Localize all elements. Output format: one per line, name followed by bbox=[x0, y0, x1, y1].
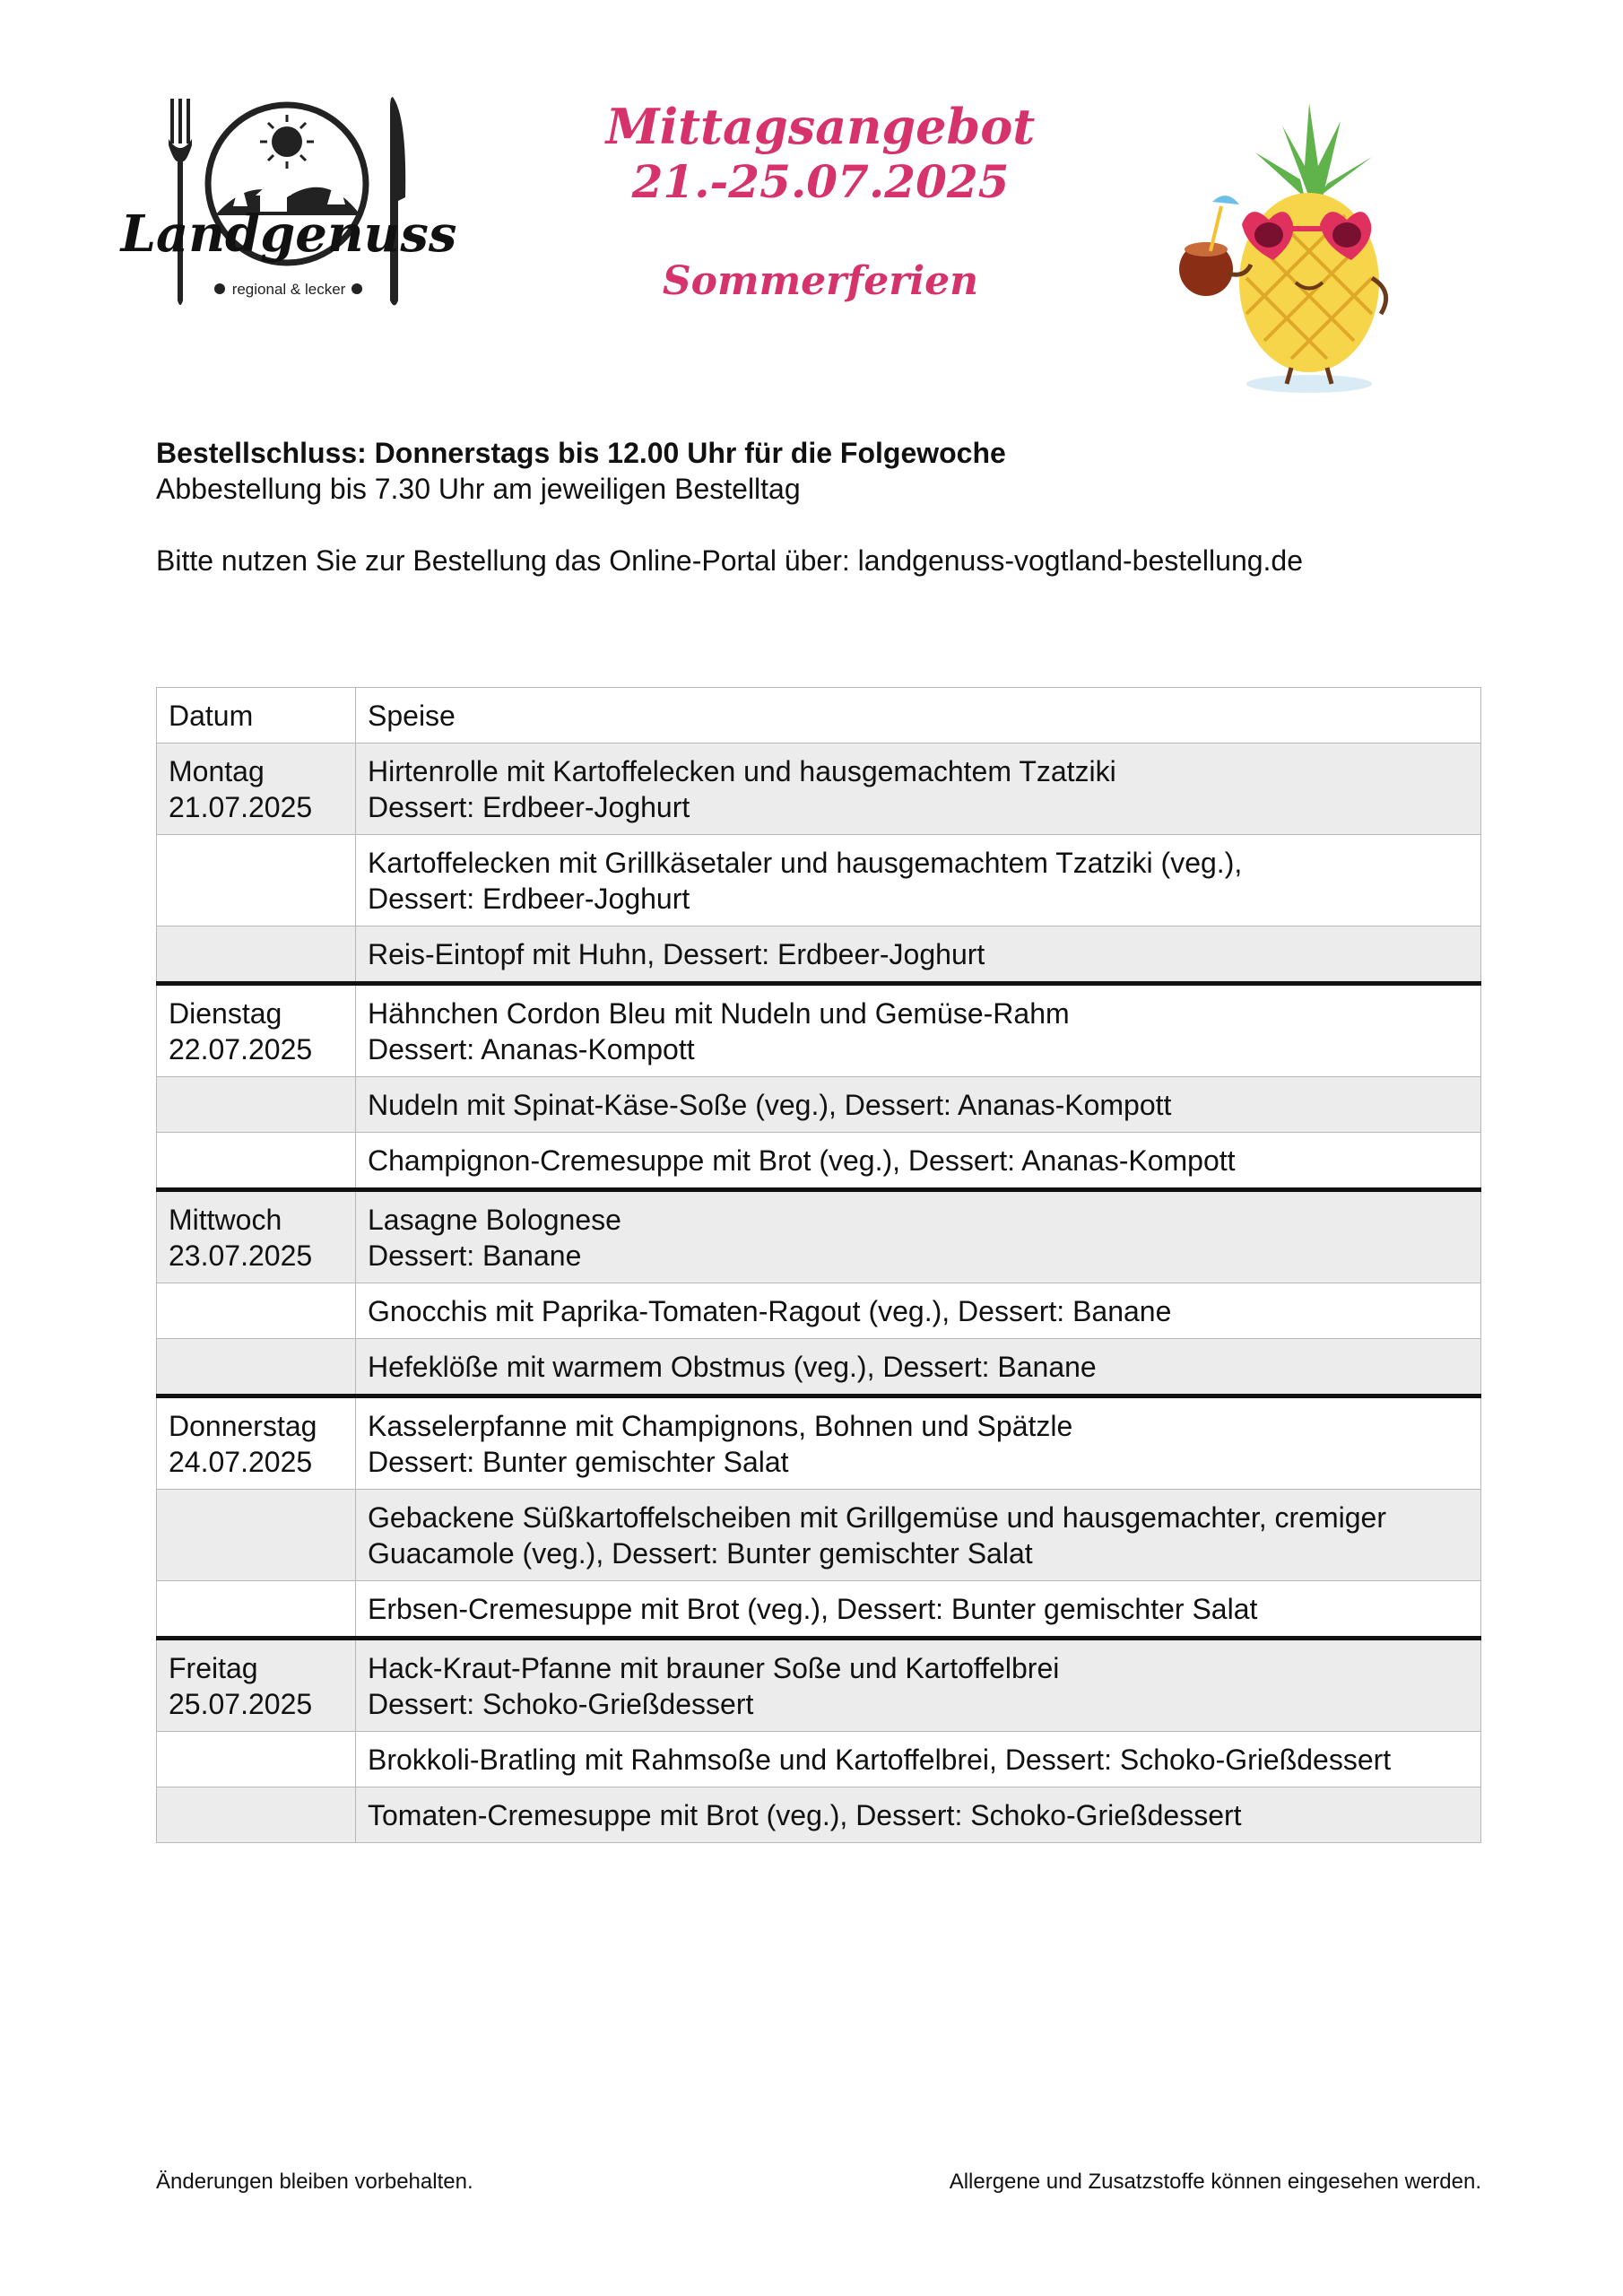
meal-text: Kartoffelecken mit Grillkäsetaler und hausgemachtem Tzatziki (veg.), bbox=[368, 847, 1243, 879]
weekday: Dienstag bbox=[169, 997, 282, 1030]
table-row bbox=[157, 1077, 1481, 1133]
meal-text-line2: Dessert: Bunter gemischter Salat bbox=[368, 1446, 789, 1478]
landgenuss-logo bbox=[120, 90, 457, 323]
meal-text-line2: Dessert: Erdbeer-Joghurt bbox=[368, 883, 690, 915]
date-cell bbox=[157, 1190, 356, 1283]
menu-table bbox=[156, 687, 1481, 1843]
date-cell bbox=[157, 1133, 356, 1190]
table-row bbox=[157, 1732, 1481, 1787]
meal-text: Gnocchis mit Paprika-Tomaten-Ragout (veg.), Dessert: Banane bbox=[368, 1295, 1172, 1327]
table-row bbox=[157, 1396, 1481, 1490]
pineapple-mascot-icon bbox=[1157, 99, 1426, 399]
meal-cell bbox=[356, 926, 1481, 984]
cancellation-note: Abbestellung bis 7.30 Uhr am jeweiligen Bestelltag bbox=[156, 473, 801, 505]
fork-icon bbox=[169, 99, 192, 305]
meal-text: Brokkoli-Bratling mit Rahmsoße und Kartoffelbrei, Dessert: Schoko-Grießdessert bbox=[368, 1744, 1392, 1776]
date: 22.07.2025 bbox=[169, 1033, 313, 1065]
meal-text: Hirtenrolle mit Kartoffelecken und hausgemachtem Tzatziki bbox=[368, 755, 1116, 787]
meal-text-line2: Dessert: Banane bbox=[368, 1239, 582, 1272]
date-cell bbox=[157, 1787, 356, 1843]
meal-text: Gebackene Süßkartoffelscheiben mit Grillgemüse und hausgemachter, cremiger bbox=[368, 1501, 1386, 1534]
date-cell bbox=[157, 1283, 356, 1339]
date-cell bbox=[157, 926, 356, 984]
meal-cell bbox=[356, 1732, 1481, 1787]
date-cell bbox=[157, 1581, 356, 1639]
table-header-row bbox=[157, 688, 1481, 744]
weekday: Mittwoch bbox=[169, 1204, 282, 1236]
meal-cell bbox=[356, 1490, 1481, 1581]
meal-text: Hefeklöße mit warmem Obstmus (veg.), Dessert: Banane bbox=[368, 1351, 1097, 1383]
date-cell bbox=[157, 1490, 356, 1581]
title-block bbox=[574, 99, 1067, 307]
meal-text-line2: Guacamole (veg.), Dessert: Bunter gemischter Salat bbox=[368, 1537, 1033, 1570]
date-cell bbox=[157, 1077, 356, 1133]
meal-text-line2: Dessert: Erdbeer-Joghurt bbox=[368, 791, 690, 823]
meal-text: Nudeln mit Spinat-Käse-Soße (veg.), Dessert: Ananas-Kompott bbox=[368, 1089, 1172, 1121]
date: 23.07.2025 bbox=[169, 1239, 313, 1272]
meal-text: Tomaten-Cremesuppe mit Brot (veg.), Dessert: Schoko-Grießdessert bbox=[368, 1799, 1242, 1831]
meal-cell bbox=[356, 1339, 1481, 1396]
table-row bbox=[157, 1490, 1481, 1581]
table-row bbox=[157, 1190, 1481, 1283]
page-title: Mittagsangebot bbox=[605, 98, 1036, 155]
header-speise: Speise bbox=[356, 688, 1481, 744]
meal-cell bbox=[356, 1283, 1481, 1339]
meal-cell bbox=[356, 1190, 1481, 1283]
meal-text: Champignon-Cremesuppe mit Brot (veg.), Dessert: Ananas-Kompott bbox=[368, 1144, 1236, 1177]
table-row bbox=[157, 984, 1481, 1077]
table-row bbox=[157, 1787, 1481, 1843]
date-cell bbox=[157, 1339, 356, 1396]
meal-cell bbox=[356, 744, 1481, 835]
meal-text-line2: Dessert: Schoko-Grießdessert bbox=[368, 1688, 754, 1720]
meal-text: Hack-Kraut-Pfanne mit brauner Soße und Kartoffelbrei bbox=[368, 1652, 1060, 1684]
meal-cell bbox=[356, 1581, 1481, 1639]
knife-icon bbox=[390, 97, 405, 306]
meal-cell bbox=[356, 1077, 1481, 1133]
date-cell bbox=[157, 1732, 356, 1787]
header-datum: Datum bbox=[157, 688, 356, 744]
meal-text: Hähnchen Cordon Bleu mit Nudeln und Gemüse-Rahm bbox=[368, 997, 1070, 1030]
date-range: 21.-25.07.2025 bbox=[631, 155, 1010, 208]
subtitle: Sommerferien bbox=[662, 258, 979, 304]
date: 24.07.2025 bbox=[169, 1446, 313, 1478]
meal-text: Reis-Eintopf mit Huhn, Dessert: Erdbeer-Joghurt bbox=[368, 938, 985, 970]
order-deadline: Bestellschluss: Donnerstags bis 12.00 Uhr für die Folgewoche bbox=[156, 437, 1006, 469]
logo-tagline: regional & lecker bbox=[231, 281, 346, 298]
date-cell bbox=[157, 984, 356, 1077]
table-row bbox=[157, 1339, 1481, 1396]
table-row bbox=[157, 926, 1481, 984]
date-cell bbox=[157, 744, 356, 835]
meal-cell bbox=[356, 1639, 1481, 1732]
weekday: Freitag bbox=[169, 1652, 258, 1684]
table-row bbox=[157, 744, 1481, 835]
date: 21.07.2025 bbox=[169, 791, 313, 823]
meal-cell bbox=[356, 984, 1481, 1077]
meal-text: Kasselerpfanne mit Champignons, Bohnen und Spätzle bbox=[368, 1410, 1073, 1442]
portal-note: Bitte nutzen Sie zur Bestellung das Online-Portal über: landgenuss-vogtland-bestellung.de bbox=[156, 544, 1304, 577]
weekday: Donnerstag bbox=[169, 1410, 317, 1442]
order-info bbox=[156, 435, 1501, 578]
meal-cell bbox=[356, 1787, 1481, 1843]
meal-cell bbox=[356, 1396, 1481, 1490]
meal-text: Lasagne Bolognese bbox=[368, 1204, 621, 1236]
logo-brand-text: Landgenuss bbox=[120, 204, 457, 264]
table-row bbox=[157, 1283, 1481, 1339]
footer-allergens-note: Allergene und Zusatzstoffe können eingesehen werden. bbox=[949, 2170, 1481, 2194]
meal-text: Erbsen-Cremesuppe mit Brot (veg.), Dessert: Bunter gemischter Salat bbox=[368, 1593, 1258, 1625]
date-cell bbox=[157, 1639, 356, 1732]
date-cell bbox=[157, 835, 356, 926]
meal-text-line2: Dessert: Ananas-Kompott bbox=[368, 1033, 695, 1065]
sun-icon bbox=[260, 115, 314, 169]
meal-cell bbox=[356, 835, 1481, 926]
date: 25.07.2025 bbox=[169, 1688, 313, 1720]
table-row bbox=[157, 835, 1481, 926]
table-row bbox=[157, 1581, 1481, 1639]
meal-cell bbox=[356, 1133, 1481, 1190]
table-row bbox=[157, 1639, 1481, 1732]
table-row bbox=[157, 1133, 1481, 1190]
date-cell bbox=[157, 1396, 356, 1490]
footer-disclaimer: Änderungen bleiben vorbehalten. bbox=[156, 2170, 473, 2194]
weekday: Montag bbox=[169, 755, 265, 787]
